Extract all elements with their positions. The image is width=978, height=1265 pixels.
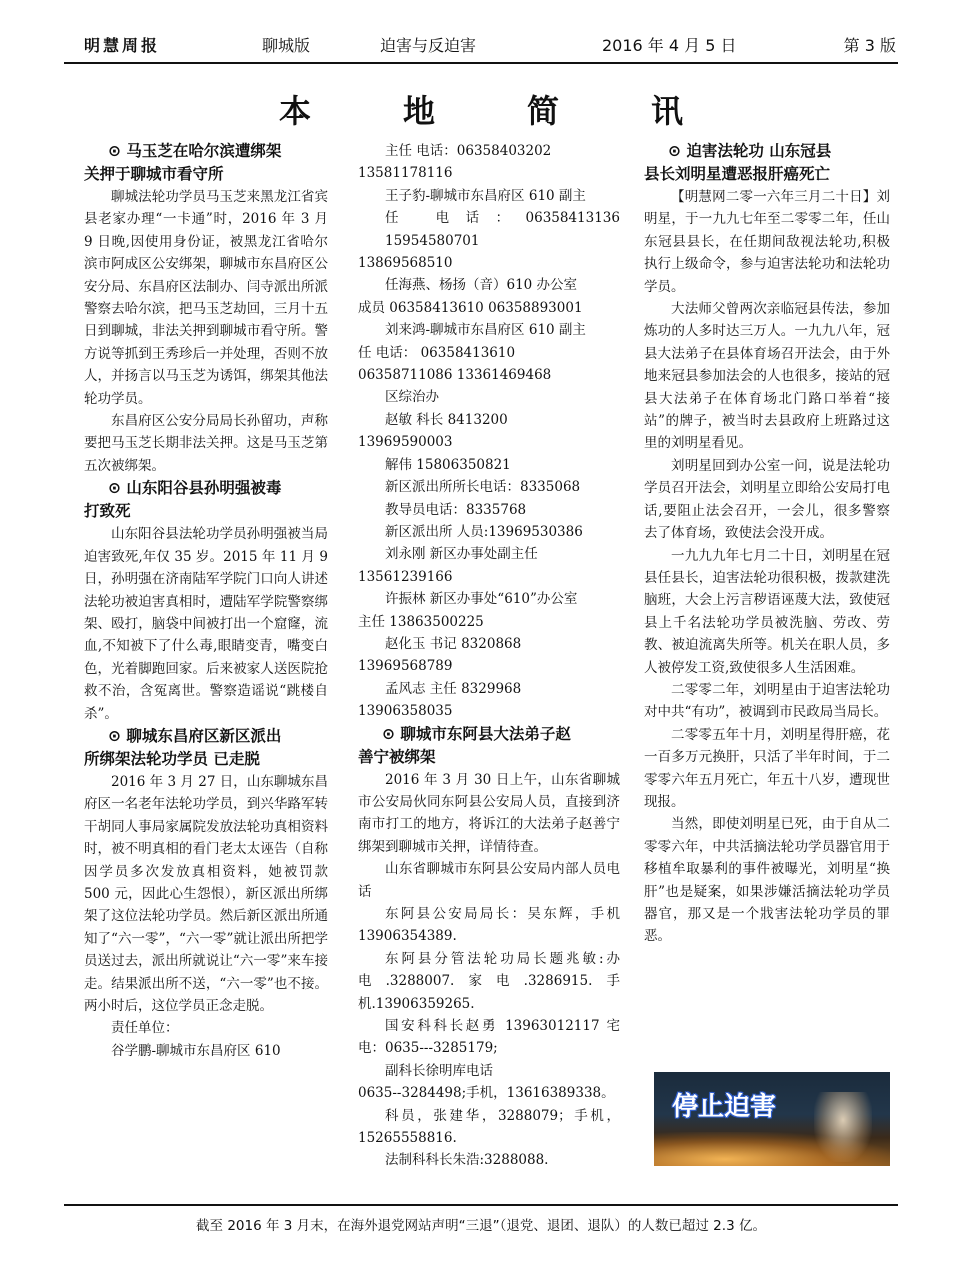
contact-line: 赵敏 科长 8413200 [385, 411, 508, 428]
contact-line: 许振林 新区办事处“610”办公室 [385, 591, 578, 608]
contact-line: 13969590003 [358, 434, 453, 451]
section-label: 迫害与反迫害 [380, 36, 477, 55]
contact-line: 任海燕、杨扬（音）610 办公室 [385, 277, 578, 294]
contact-line: 谷学鹏-聊城市东昌府区 610 [111, 1042, 281, 1059]
footer-rule [64, 1204, 898, 1206]
article-paragraph: 2016 年 3 月 27 日，山东聊城东昌府区一名老年法轮功学员，到兴华路军转干胡同人事局家属院发放法轮功真相资料时，被不明真相的看门老太太诬告（自称因学员多次发放真相资料，她被罚款 500 元，因此心生怨恨），新区派出所绑架了这位法轮功学员。然后新区派出所通知了“六一零”，“六一零”就让派出所把学员送过去，派出所就说让“六一零”来车接走。结果派出所不送，“六一零”也不接。两小时后，这位学员正念走脱。 [84, 773, 328, 1014]
contact-line: 成员 06358413610 06358893001 [358, 299, 583, 316]
contact-line: 副科长徐明库电话 [385, 1062, 493, 1079]
publication-name: 明慧周报 [84, 36, 161, 55]
contact-line: 刘来鸿-聊城市东昌府区 610 副主 [385, 322, 586, 339]
contact-line: 东阿县公安局局长：吴东辉，手机 13906354389. [358, 906, 620, 945]
contact-line: 06358711086 13361469468 [358, 367, 552, 384]
article-title: ⊙ 聊城东昌府区新区派出 所绑架法轮功学员 已走脱 [84, 726, 282, 768]
contact-line: 13561239166 [358, 568, 453, 585]
stop-persecution-photo [654, 1072, 890, 1166]
contact-line: 区综治办 [385, 389, 439, 406]
contact-line: 13581178116 [358, 165, 453, 182]
photo-caption: 停止迫害 [672, 1092, 777, 1122]
article-paragraph: 2016 年 3 月 30 日上午，山东省聊城市公安局伙同东阿县公安局人员，直接到济南市打工的地方，将诉江的大法弟子赵善宁绑架到聊城市关押，详情待查。 [358, 771, 620, 855]
contact-line: 赵化玉 书记 8320868 [385, 635, 522, 652]
article-paragraph: 山东阳谷县法轮功学员孙明强被当局迫害致死,年仅 35 岁。2015 年 11 月 9 日，孙明强在济南陆军学院门口向人讲述法轮功被迫害真相时，遭陆军学院警察绑架、殴打，脑袋中间被打出一个窟窿，流血,不知被下了什么毒,眼睛变青，嘴变白色，光着脚跑回家。后来被家人送医院抢救不治，含冤离世。警察造谣说“跳楼自杀”。 [84, 526, 328, 722]
page-header [84, 33, 896, 59]
edition-label: 聊城版 [262, 36, 311, 55]
column-2 [358, 140, 620, 1172]
article-title: ⊙ 聊城市东阿县大法弟子赵 善宁被绑架 [358, 724, 571, 766]
article-title: ⊙ 山东阳谷县孙明强被毒 打致死 [84, 479, 282, 521]
page-number: 第 3 版 [843, 36, 896, 55]
contact-line: 国安科科长赵勇 13963012117 宅电：0635---3285179; [358, 1018, 620, 1057]
contact-line: 0635--3284498;手机，13616389338。 [358, 1085, 615, 1102]
article-title: ⊙ 迫害法轮功 山东冠县 县长刘明星遭恶报肝癌死亡 [644, 142, 832, 183]
contact-line: 王子豹-聊城市东昌府区 610 副主 [385, 187, 586, 204]
article-paragraph: 刘明星回到办公室一问，说是法轮功学员召开法会，刘明星立即给公安局打电话,要阻止法会召开，一会儿，很多警察去了体育场，致使法会没开成。 [644, 457, 890, 542]
article-paragraph: 二零零五年十月，刘明星得肝癌，花一百多万元换肝，只活了半年时间，于二零零六年五月死亡，年五十八岁，遭现世现报。 [644, 726, 890, 810]
contact-line: 法制科科长朱浩:3288088. [385, 1152, 549, 1169]
article-paragraph: 二零零二年，刘明星由于迫害法轮功对中共“有功”，被调到市民政局当局长。 [644, 681, 890, 721]
contact-line: 新区派出所 人员:13969530386 [385, 523, 583, 540]
article-paragraph: 当然，即使刘明星已死，由于自从二零零六年，中共活摘法轮功学员器官用于移植牟取暴利的事件被曝光，刘明星“换肝”也是疑案，如果涉嫌活摘法轮功学员器官，那又是一个戕害法轮功学员的罪恶。 [644, 816, 890, 945]
section-banner: 本地简讯 [278, 92, 775, 130]
article-paragraph: 一九九九年七月二十日，刘明星在冠县任县长，迫害法轮功很积极，拨款建洗脑班，大会上污言秽语诬蔑大法，致使冠县上千名法轮功学员被洗脑、劳改、劳教、被迫流离失所等。机关在职人员，多人被停发工资,致使很多人生活困难。 [644, 547, 890, 676]
contact-line: 教导员电话：8335768 [385, 501, 527, 518]
contact-line: 新区派出所所长电话：8335068 [385, 479, 581, 496]
article-paragraph: 【明慧网二零一六年三月二十日】刘明星，于一九九七年至二零零二年，任山东冠县县长，在任期间敌视法轮功,积极执行上级命令，参与迫害法轮功和法轮功学员。 [644, 189, 890, 295]
article-paragraph: 大法师父曾两次亲临冠县传法，参加炼功的人多时达三万人。一九九八年，冠县大法弟子在县体育场召开法会，由于外地来冠县参加法会的人也很多，接站的冠县大法弟子在体育场北门路口举着“接站”的牌子，被当时去县政府上班路过这里的刘明星看见。 [644, 301, 890, 452]
header-rule [64, 62, 898, 64]
contact-line: 解伟 15806350821 [385, 456, 511, 473]
article-paragraph: 东昌府区公安分局局长孙留功，声称要把马玉芝长期非法关押。这是马玉芝第五次被绑架。 [84, 413, 328, 474]
contact-line: 科员，张建华，3288079；手机，15265558816. [358, 1107, 620, 1147]
contact-line: 主任 电话：06358403202 [385, 143, 552, 159]
contact-line: 刘永刚 新区办事处副主任 [385, 546, 538, 563]
column-1 [84, 140, 328, 1062]
article-paragraph: 聊城法轮功学员马玉芝来黑龙江省宾县老家办理“一卡通”时，2016 年 3 月 9 日晚,因使用身份证，被黑龙江省哈尔滨市阿成区公安绑架，聊城市东昌府区公安分局、东昌府区法制办、闫寺派出所派警察去哈尔滨，把马玉芝劫回，三月十五日到聊城，非法关押到聊城市看守所。警方说等抓到王秀珍后一并处理，否则不放人，并扬言以马玉芝为诱饵，绑架其他法轮功学员。 [84, 189, 328, 407]
contact-line: 任 电话：06358413136 15954580701 [385, 210, 620, 249]
article-paragraph: 山东省聊城市东阿县公安局内部人员电话 [358, 861, 620, 900]
contact-line: 主任 13863500225 [358, 613, 484, 630]
footer-notice: 截至 2016 年 3 月末，在海外退党网站声明“三退”（退党、退团、退队）的人数已超过 2.3 亿。 [196, 1218, 766, 1234]
contact-line: 东阿县分管法轮功局长题兆敏:办电.3288007.家电.3286915.手机.13906359265. [358, 950, 620, 1012]
article-title: ⊙ 马玉芝在哈尔滨遭绑架 关押于聊城市看守所 [84, 142, 282, 183]
contact-line: 13906358035 [358, 703, 453, 720]
candle-holder-figure [814, 1092, 872, 1162]
issue-date: 2016 年 4 月 5 日 [602, 36, 737, 55]
contact-line: 任 电话： 06358413610 [358, 344, 516, 361]
column-3 [644, 140, 890, 948]
contact-line: 孟风志 主任 8329968 [385, 680, 522, 697]
responsible-unit-label: 责任单位： [111, 1020, 179, 1037]
contact-line: 13869568510 [358, 255, 453, 272]
contact-line: 13969568789 [358, 658, 453, 675]
